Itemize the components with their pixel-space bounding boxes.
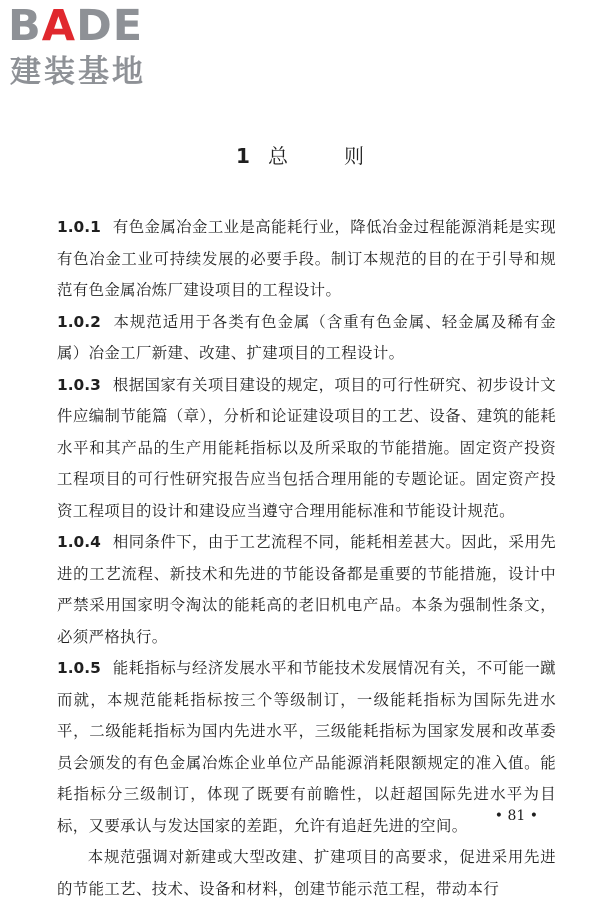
clause-1-0-4 <box>57 527 556 653</box>
clause-number: 1.0.3 <box>57 375 101 394</box>
clause-1-0-5 <box>57 653 556 842</box>
clause-number: 1.0.4 <box>57 533 101 551</box>
chapter-title <box>0 141 600 171</box>
clause-number: 1.0.5 <box>57 659 101 677</box>
document-body <box>57 212 556 900</box>
logo-subtitle: 建装基地 <box>10 54 146 90</box>
logo-letter-a: A <box>41 1 77 51</box>
clause-text: 根据国家有关项目建设的规定，项目的可行性研究、初步设计文件应编制节能篇（章），分析和论证建设项目的工艺、设备、建筑的能耗水平和其产品的生产用能耗指标以及所采取的节能措施。固定资产投资工程项目的可行性研究报告应当包括合理用能的专题论证。固定资产投资工程项目的设计和建设应当遵守合理用能标准和节能设计规范。 <box>57 375 556 520</box>
body-paragraph: 本规范强调对新建或大型改建、扩建项目的高要求，促进采用先进的节能工艺、技术、设备和材料，创建节能示范工程，带动本行 <box>57 848 556 898</box>
bade-logo <box>8 2 183 92</box>
chapter-title-char-1: 总 <box>267 144 288 168</box>
clause-1-0-3 <box>57 370 556 528</box>
clause-text: 能耗指标与经济发展水平和节能技术发展情况有关，不可能一蹴而就，本规范能耗指标按三个等级制订，一级能耗指标为国际先进水平，二级能耗指标为国内先进水平，三级能耗指标为国家发展和改革委员会颁发的有色金属冶炼企业单位产品能源消耗限额规定的准入值。能耗指标分三级制订，体现了既要有前瞻性，以赶超国际先进水平为目标，又要承认与发达国家的差距，允许有追赶先进的空间。 <box>57 659 556 835</box>
chapter-number: 1 <box>236 144 250 168</box>
chapter-title-char-2: 则 <box>343 144 364 168</box>
clause-number: 1.0.2 <box>57 312 101 331</box>
logo-letters-de: DE <box>76 1 144 51</box>
logo-wordmark <box>8 2 143 50</box>
clause-text: 本规范适用于各类有色金属（含重有色金属、轻金属及稀有金属）冶金工厂新建、改建、扩建项目的工程设计。 <box>57 312 556 362</box>
clause-1-0-1 <box>57 212 556 307</box>
clause-1-0-2 <box>57 307 556 370</box>
clause-number: 1.0.1 <box>57 218 101 236</box>
page-number: • 81 • <box>494 808 538 824</box>
clause-text: 相同条件下，由于工艺流程不同，能耗相差甚大。因此，采用先进的工艺流程、新技术和先进的节能设备都是重要的节能措施，设计中严禁采用国家明令淘汰的能耗高的老旧机电产品。本条为强制性条文，必须严格执行。 <box>57 533 556 646</box>
clause-text: 有色金属冶金工业是高能耗行业，降低冶金过程能源消耗是实现有色冶金工业可持续发展的必要手段。制订本规范的目的在于引导和规范有色金属冶炼厂建设项目的工程设计。 <box>57 218 556 299</box>
logo-letter-b: B <box>8 1 42 51</box>
